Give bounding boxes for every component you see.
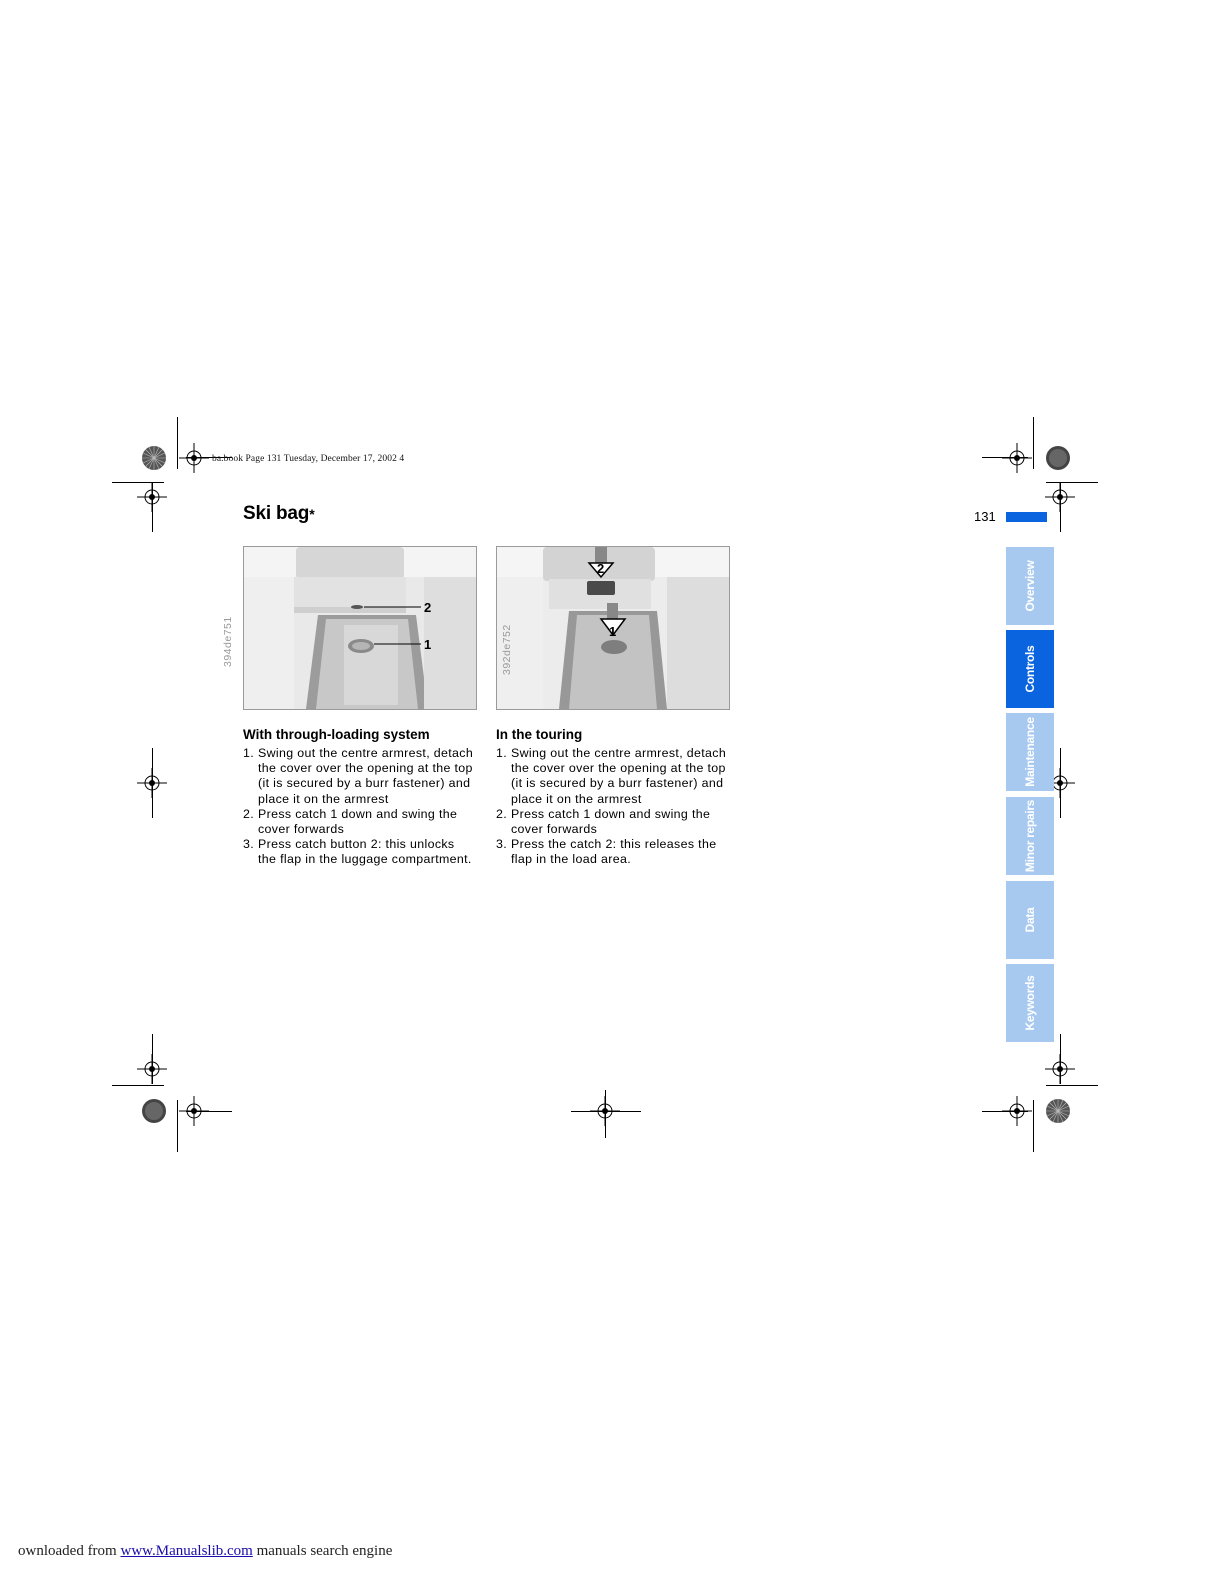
manualslib-link[interactable]: www.Manualslib.com [120, 1543, 253, 1559]
step-line: place it on the armrest [511, 791, 642, 806]
crop-mark [112, 1085, 164, 1086]
step-line: (it is secured by a burr fastener) and [258, 776, 471, 791]
tab-controls[interactable] [1006, 630, 1054, 708]
tab-label: Controls [1023, 645, 1037, 693]
crop-mark [152, 748, 153, 818]
callout-1: 1 [424, 637, 432, 652]
title-text: Ski bag [243, 503, 310, 524]
step-item [243, 837, 489, 867]
step-line: place it on the armrest [258, 791, 389, 806]
step-item [496, 746, 742, 807]
crop-mark [1060, 1034, 1061, 1084]
crop-mark [1033, 1100, 1034, 1152]
step-line: flap in the load area. [511, 852, 631, 867]
tab-data[interactable] [1006, 881, 1054, 959]
section-heading-through-loading: With through-loading system [243, 727, 430, 742]
color-rosette-icon [1046, 1099, 1070, 1123]
crop-mark [982, 457, 1028, 458]
step-line: Swing out the centre armrest, detach [511, 746, 727, 760]
figure-code: 392de752 [501, 624, 513, 675]
callout-2: 2 [424, 600, 432, 615]
tab-overview[interactable] [1006, 547, 1054, 625]
page-number: 131 [974, 509, 996, 524]
step-number: 3. [496, 837, 508, 852]
step-line: cover forwards [258, 822, 345, 837]
step-item [496, 837, 742, 867]
step-item [243, 807, 489, 837]
optional-equipment-star: * [309, 506, 315, 522]
step-line: cover forwards [511, 822, 598, 837]
step-number: 2. [496, 806, 508, 821]
crop-mark [152, 482, 153, 532]
crop-mark [1046, 1085, 1098, 1086]
step-line: the cover over the opening at the top [511, 761, 726, 776]
tab-label: Data [1023, 907, 1037, 933]
tab-label: Minor repairs [1023, 799, 1037, 873]
step-line: the flap in the luggage compartment. [258, 852, 472, 867]
color-rosette-icon [142, 1099, 166, 1123]
callout-2: 2 [597, 561, 605, 576]
callout-1: 1 [609, 624, 617, 639]
tab-keywords[interactable] [1006, 964, 1054, 1042]
color-rosette-icon [1046, 446, 1070, 470]
registration-mark-icon [1002, 443, 1032, 473]
step-number: 1. [243, 746, 255, 760]
crop-mark [177, 1100, 178, 1152]
page-marker-bar [1006, 512, 1047, 522]
tab-minor-repairs[interactable] [1006, 797, 1054, 875]
step-line: Press catch button 2: this unlocks [258, 837, 455, 852]
crop-mark [1060, 482, 1061, 532]
tab-label: Overview [1023, 560, 1037, 612]
step-line: Swing out the centre armrest, detach [258, 746, 474, 760]
crop-mark [605, 1090, 606, 1138]
crop-mark [186, 1111, 232, 1112]
figure-through-loading [222, 546, 477, 710]
step-item [243, 746, 489, 807]
steps-touring [496, 746, 742, 868]
step-line: the cover over the opening at the top [258, 761, 473, 776]
registration-mark-icon [179, 443, 209, 473]
crop-mark [1033, 417, 1034, 469]
tab-label: Keywords [1023, 975, 1037, 1031]
section-heading-touring: In the touring [496, 727, 583, 742]
crop-mark [982, 1111, 1028, 1112]
step-line: (it is secured by a burr fastener) and [511, 776, 724, 791]
tab-label: Maintenance [1023, 717, 1037, 787]
crop-mark [571, 1111, 641, 1112]
book-header-line: ba.book Page 131 Tuesday, December 17, 2002 4 [212, 454, 405, 464]
crop-mark [1060, 748, 1061, 818]
figure-code: 394de751 [222, 616, 234, 667]
step-number: 2. [243, 806, 255, 821]
footer-prefix: ownloaded from [18, 1543, 121, 1559]
footer [18, 1543, 392, 1560]
step-line: Press catch 1 down and swing the [258, 806, 458, 821]
tab-maintenance[interactable] [1006, 713, 1054, 791]
steps-through-loading [243, 746, 489, 868]
figure-touring [496, 546, 730, 710]
step-number: 1. [496, 746, 508, 760]
crop-mark [177, 417, 178, 469]
crop-mark [152, 1034, 153, 1084]
step-line: Press the catch 2: this releases the [511, 837, 717, 852]
step-line: Press catch 1 down and swing the [511, 806, 711, 821]
footer-suffix: manuals search engine [252, 1543, 393, 1559]
step-item [496, 807, 742, 837]
page-title [243, 503, 314, 525]
step-number: 3. [243, 837, 255, 852]
color-rosette-icon [142, 446, 166, 470]
